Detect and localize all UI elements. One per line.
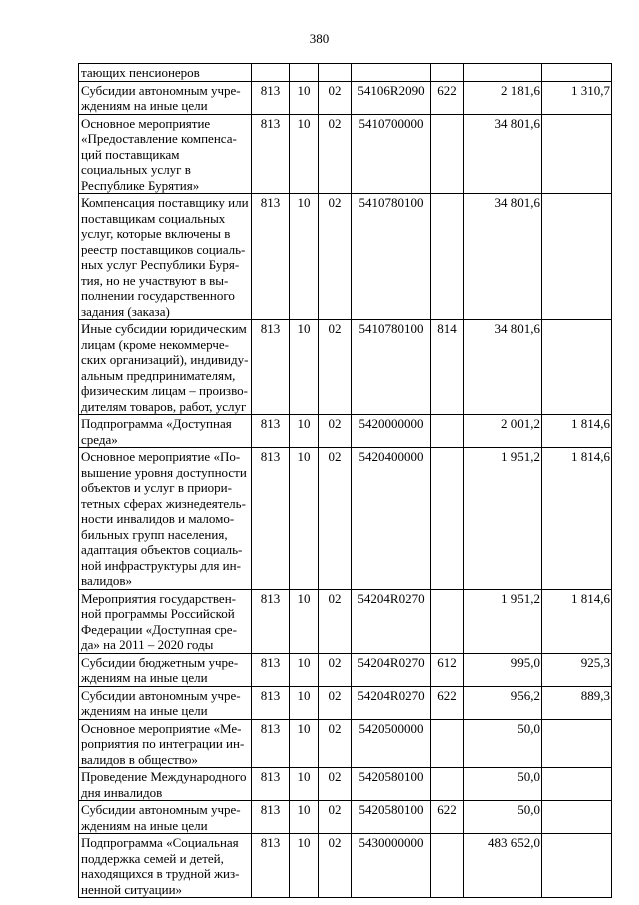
row-section-code	[290, 64, 319, 82]
row-expense-type: 622	[431, 81, 464, 114]
row-amount-1: 34 801,6	[464, 194, 542, 320]
row-section-code: 10	[290, 448, 319, 590]
row-subsection-code: 02	[319, 768, 352, 801]
row-expense-type: 622	[431, 686, 464, 719]
row-ministry-code: 813	[252, 686, 290, 719]
row-target-article: 5420500000	[352, 719, 431, 768]
row-name: Основное мероприятие «По- вышение уровня доступности объектов и услуг в приори- тетных сферах жизнедеятель- ности инвалидов и маломо- бильных групп населения, адаптация объектов социаль- ной инфраструктуры для ин- валидов»	[79, 448, 252, 590]
row-ministry-code	[252, 64, 290, 82]
row-ministry-code: 813	[252, 653, 290, 686]
row-section-code: 10	[290, 114, 319, 194]
row-amount-2	[542, 719, 612, 768]
table-row	[79, 834, 612, 898]
row-amount-1: 483 652,0	[464, 834, 542, 898]
row-ministry-code: 813	[252, 415, 290, 448]
row-subsection-code: 02	[319, 686, 352, 719]
row-target-article: 54204R0270	[352, 686, 431, 719]
row-amount-1: 34 801,6	[464, 320, 542, 415]
row-section-code: 10	[290, 320, 319, 415]
row-name: Основное мероприятие «Ме- роприятия по интеграции ин- валидов в общество»	[79, 719, 252, 768]
row-expense-type	[431, 194, 464, 320]
row-ministry-code: 813	[252, 114, 290, 194]
row-amount-1	[464, 64, 542, 82]
row-amount-1: 1 951,2	[464, 589, 542, 653]
row-ministry-code: 813	[252, 589, 290, 653]
row-expense-type	[431, 589, 464, 653]
row-name: Субсидии автономным учре- ждениям на иные цели	[79, 801, 252, 834]
row-expense-type	[431, 64, 464, 82]
row-target-article: 5430000000	[352, 834, 431, 898]
row-amount-2: 925,3	[542, 653, 612, 686]
row-amount-2: 889,3	[542, 686, 612, 719]
row-amount-2: 1 814,6	[542, 415, 612, 448]
row-amount-2	[542, 194, 612, 320]
row-name: Субсидии автономным учре- ждениям на иные цели	[79, 81, 252, 114]
row-target-article: 5410700000	[352, 114, 431, 194]
row-ministry-code: 813	[252, 448, 290, 590]
row-name: Основное мероприятие «Предоставление компенса- ций поставщикам социальных услуг в Республике Бурятия»	[79, 114, 252, 194]
page-number: 380	[309, 31, 330, 46]
row-section-code: 10	[290, 589, 319, 653]
row-name: Иные субсидии юридическим лицам (кроме некоммерче- ских организаций), индивиду- альным предпринимателям, физическим лицам – произво- дителям товаров, работ, услуг	[79, 320, 252, 415]
row-amount-1: 34 801,6	[464, 114, 542, 194]
row-subsection-code: 02	[319, 448, 352, 590]
row-subsection-code: 02	[319, 320, 352, 415]
row-expense-type: 622	[431, 801, 464, 834]
row-name: Подпрограмма «Доступная среда»	[79, 415, 252, 448]
row-amount-2	[542, 64, 612, 82]
row-amount-2	[542, 114, 612, 194]
row-expense-type: 814	[431, 320, 464, 415]
table-row	[79, 653, 612, 686]
budget-table	[78, 63, 612, 898]
row-amount-2: 1 814,6	[542, 589, 612, 653]
row-expense-type	[431, 768, 464, 801]
row-name: Компенсация поставщику или поставщикам социальных услуг, которые включены в реестр поставщиков социаль- ных услуг Республики Буря- тия, но не участвуют в вы- полнении государственного задания (заказа)	[79, 194, 252, 320]
row-subsection-code: 02	[319, 589, 352, 653]
row-amount-2: 1 310,7	[542, 81, 612, 114]
row-amount-2	[542, 801, 612, 834]
row-expense-type	[431, 448, 464, 590]
row-target-article: 54204R0270	[352, 653, 431, 686]
row-subsection-code: 02	[319, 114, 352, 194]
row-amount-2	[542, 320, 612, 415]
row-name: тающих пенсионеров	[79, 64, 252, 82]
row-section-code: 10	[290, 81, 319, 114]
row-subsection-code	[319, 64, 352, 82]
table-row	[79, 81, 612, 114]
row-subsection-code: 02	[319, 719, 352, 768]
row-section-code: 10	[290, 801, 319, 834]
row-target-article: 5420000000	[352, 415, 431, 448]
row-target-article: 5420400000	[352, 448, 431, 590]
row-ministry-code: 813	[252, 719, 290, 768]
row-target-article: 5410780100	[352, 320, 431, 415]
table-row	[79, 320, 612, 415]
row-amount-1: 50,0	[464, 768, 542, 801]
row-name: Подпрограмма «Социальная поддержка семей и детей, находящихся в трудной жиз- ненной ситуации»	[79, 834, 252, 898]
row-section-code: 10	[290, 719, 319, 768]
row-target-article	[352, 64, 431, 82]
row-name: Субсидии автономным учре- ждениям на иные цели	[79, 686, 252, 719]
row-subsection-code: 02	[319, 653, 352, 686]
row-section-code: 10	[290, 834, 319, 898]
row-subsection-code: 02	[319, 194, 352, 320]
row-amount-2: 1 814,6	[542, 448, 612, 590]
row-expense-type	[431, 415, 464, 448]
row-amount-1: 2 181,6	[464, 81, 542, 114]
row-amount-1: 1 951,2	[464, 448, 542, 590]
row-ministry-code: 813	[252, 768, 290, 801]
row-ministry-code: 813	[252, 834, 290, 898]
row-section-code: 10	[290, 768, 319, 801]
table-row	[79, 415, 612, 448]
row-ministry-code: 813	[252, 320, 290, 415]
budget-table-body	[79, 64, 612, 898]
table-row	[79, 719, 612, 768]
row-name: Проведение Международного дня инвалидов	[79, 768, 252, 801]
row-ministry-code: 813	[252, 801, 290, 834]
row-expense-type	[431, 834, 464, 898]
row-section-code: 10	[290, 194, 319, 320]
row-amount-1: 956,2	[464, 686, 542, 719]
table-row	[79, 114, 612, 194]
row-amount-1: 2 001,2	[464, 415, 542, 448]
row-expense-type: 612	[431, 653, 464, 686]
row-amount-2	[542, 768, 612, 801]
row-amount-1: 995,0	[464, 653, 542, 686]
row-subsection-code: 02	[319, 415, 352, 448]
row-target-article: 5410780100	[352, 194, 431, 320]
table-row	[79, 194, 612, 320]
row-ministry-code: 813	[252, 81, 290, 114]
row-expense-type	[431, 719, 464, 768]
row-amount-1: 50,0	[464, 801, 542, 834]
table-row	[79, 686, 612, 719]
table-row	[79, 589, 612, 653]
row-section-code: 10	[290, 415, 319, 448]
table-row	[79, 64, 612, 82]
row-expense-type	[431, 114, 464, 194]
row-section-code: 10	[290, 653, 319, 686]
row-subsection-code: 02	[319, 801, 352, 834]
row-target-article: 5420580100	[352, 801, 431, 834]
row-subsection-code: 02	[319, 834, 352, 898]
row-amount-2	[542, 834, 612, 898]
row-ministry-code: 813	[252, 194, 290, 320]
table-row	[79, 768, 612, 801]
table-row	[79, 448, 612, 590]
table-row	[79, 801, 612, 834]
row-target-article: 5420580100	[352, 768, 431, 801]
row-amount-1: 50,0	[464, 719, 542, 768]
row-name: Мероприятия государствен- ной программы Российской Федерации «Доступная сре- да» на 2011 – 2020 годы	[79, 589, 252, 653]
row-target-article: 54204R0270	[352, 589, 431, 653]
row-subsection-code: 02	[319, 81, 352, 114]
row-target-article: 54106R2090	[352, 81, 431, 114]
row-name: Субсидии бюджетным учре- ждениям на иные цели	[79, 653, 252, 686]
row-section-code: 10	[290, 686, 319, 719]
